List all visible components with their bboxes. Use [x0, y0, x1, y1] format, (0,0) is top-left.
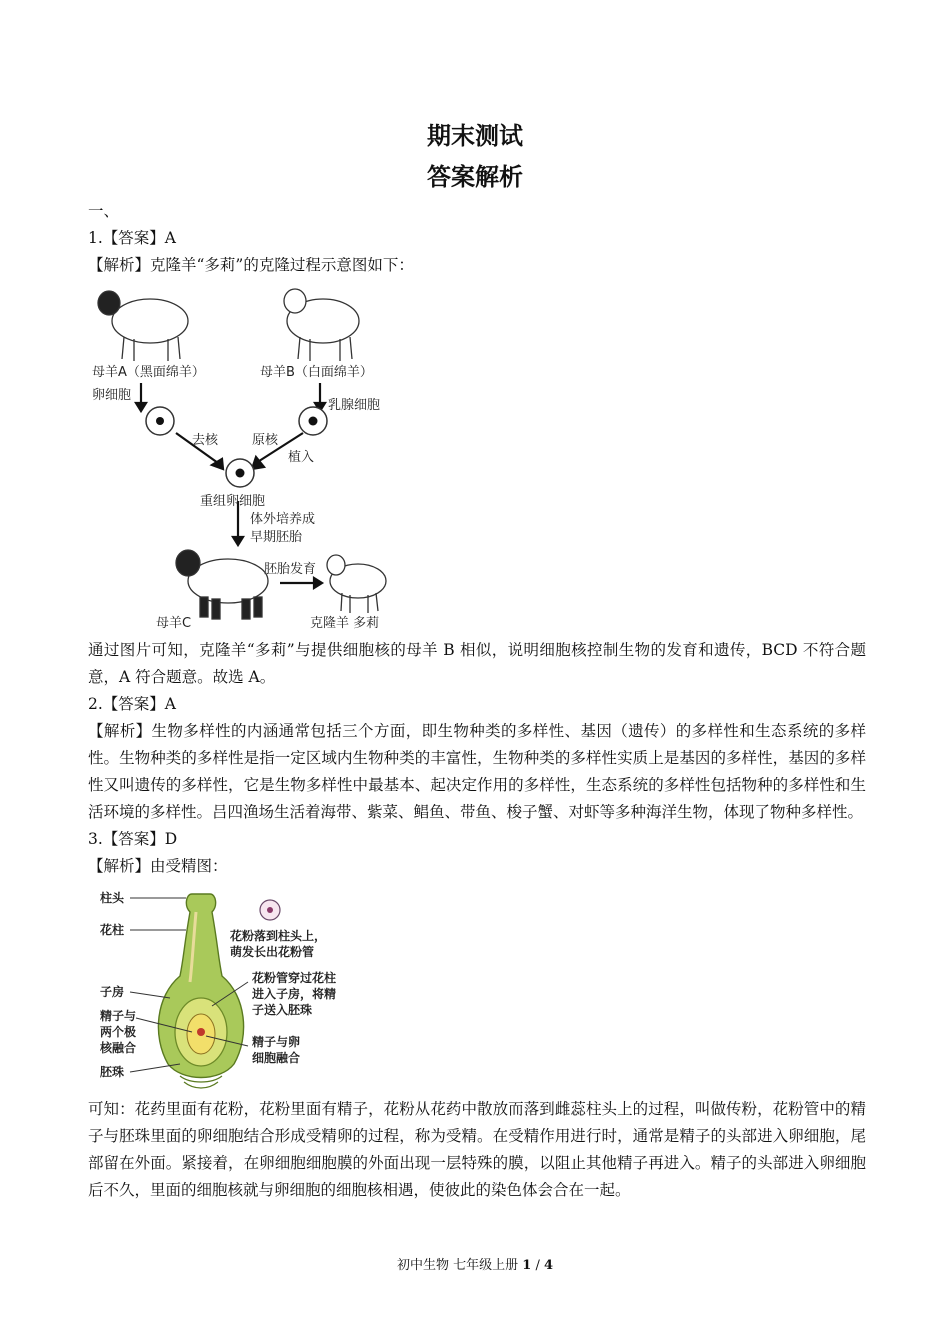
- pistil-figure: [158, 894, 243, 1088]
- tube-label-1: 花粉管穿过花柱: [252, 971, 337, 985]
- stigma-label: 柱头: [100, 891, 125, 905]
- sperm-polar-label-1: 精子与: [100, 1009, 137, 1023]
- dolly-figure: [327, 555, 386, 613]
- ovary-label: 子房: [100, 985, 125, 999]
- q1-intro: 【解析】克隆羊“多莉”的克隆过程示意图如下：: [88, 256, 414, 274]
- style-label: 花柱: [100, 923, 125, 937]
- development-label: 胚胎发育: [264, 562, 317, 577]
- sperm-polar-label-3: 核融合: [100, 1041, 137, 1055]
- q3-answer: 3.【答案】D: [88, 830, 178, 848]
- mammary-cell-label: 乳腺细胞: [328, 398, 381, 413]
- cloning-diagram: [88, 281, 408, 633]
- dolly-label: 克隆羊 多莉: [310, 616, 380, 631]
- sheep-b-label: 母羊B（白面绵羊）: [260, 365, 373, 380]
- implant-label: 植入: [288, 450, 315, 465]
- mammary-cell-figure: [299, 407, 327, 435]
- pollen-label-1: 花粉落到柱头上，: [230, 929, 327, 943]
- tube-label-2: 进入子房，将精: [252, 987, 337, 1001]
- footer-total: 4: [543, 1258, 554, 1273]
- tube-label-3: 子送入胚珠: [252, 1003, 313, 1017]
- document-body: [88, 198, 866, 1204]
- q3-explanation: 可知：花药里面有花粉，花粉里面有精子，花粉从花药中散放而落到雌蕊柱头上的过程，叫做传粉，花粉管中的精子与胚珠里面的卵细胞结合形成受精卵的过程，称为受精。在受精作用进行时，通常是精子的头部进入卵细胞，尾部留在外面。紧接着，在卵细胞细胞膜的外面出现一层特殊的膜，以阻止其他精子再进入。精子的头部进入卵细胞后不久，里面的细胞核就与卵细胞的细胞核相遇，使彼此的染色体会合在一起。: [88, 1100, 866, 1199]
- ovule-label: 胚珠: [100, 1065, 125, 1079]
- sheep-a-figure: [98, 291, 188, 361]
- egg-label-2: 细胞融合: [252, 1051, 301, 1065]
- q2-explanation: 【解析】生物多样性的内涵通常包括三个方面，即生物种类的多样性、基因（遗传）的多样性和生态系统的多样性。生物种类的多样性是指一定区域内生物种类的丰富性，生物种类的多样性实质上是基因的多样性，基因的多样性又叫遗传的多样性，它是生物多样性中最基本、起决定作用的多样性，生态系统的多样性包括物种的多样性和生活环境的多样性。吕四渔场生活着海带、紫菜、鲳鱼、带鱼、梭子蟹、对虾等多种海洋生物，体现了物种多样性。: [88, 722, 866, 821]
- culture-label-1: 体外培养成: [250, 512, 316, 527]
- page-footer: [0, 1254, 950, 1273]
- egg-cell-label: 卵细胞: [92, 388, 132, 403]
- sheep-b-figure: [284, 289, 359, 361]
- recombined-cell-figure: [226, 459, 254, 487]
- sheep-c-figure: [176, 550, 268, 619]
- recombined-label: 重组卵细胞: [200, 494, 266, 509]
- enucleate-label: 去核: [192, 433, 219, 448]
- nucleus-label: 原核: [252, 433, 279, 448]
- q2-answer: 2.【答案】A: [88, 695, 176, 713]
- sheep-a-label: 母羊A（黑面绵羊）: [92, 365, 205, 380]
- q1-answer: 1.【答案】A: [88, 229, 176, 247]
- footer-sep: /: [531, 1258, 544, 1273]
- fertilization-diagram: [100, 886, 380, 1092]
- culture-label-2: 早期胚胎: [250, 530, 303, 545]
- q3-intro: 【解析】由受精图：: [88, 857, 228, 875]
- q1-explanation: 通过图片可知，克隆羊“多莉”与提供细胞核的母羊 B 相似，说明细胞核控制生物的发育和遗传，BCD 不符合题意，A 符合题意。故选 A。: [88, 641, 866, 686]
- page-title: 期末测试: [427, 122, 523, 150]
- footer-subject: 初中生物 七年级上册: [396, 1258, 519, 1273]
- sperm-polar-label-2: 两个极: [100, 1025, 137, 1039]
- pollen-grain-figure: [260, 900, 280, 920]
- footer-page: 1: [522, 1258, 532, 1273]
- pollen-label-2: 萌发长出花粉管: [230, 945, 315, 959]
- sheep-c-label: 母羊C: [156, 616, 192, 631]
- page-subtitle: 答案解析: [427, 163, 523, 191]
- egg-label-1: 精子与卵: [252, 1035, 301, 1049]
- section-label: 一、: [88, 202, 120, 220]
- egg-cell-figure: [146, 407, 174, 435]
